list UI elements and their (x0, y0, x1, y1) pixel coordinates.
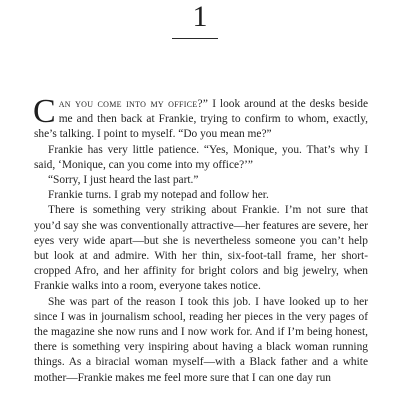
chapter-number: 1 (192, 0, 208, 33)
paragraph-1 (33, 93, 368, 143)
chapter-rule (172, 38, 218, 39)
opening-small-caps: an you come into my office?” (58, 98, 209, 110)
body-text (33, 93, 368, 386)
paragraph-6: She was part of the reason I took this job. I have looked up to her since I was in journalism school, reading her pieces in the very pages of the magazine she now runs and I now work for. And if I’m being honest, there is something very inspiring about having a black woman running things. As a biracial woman myself—with a Black father and a white mother—Frankie makes me feel more sure that I can one day run (34, 295, 368, 384)
drop-cap: C (33, 93, 56, 130)
paragraph-3: “Sorry, I just heard the last part.” (48, 174, 199, 187)
paragraph-5: There is something very striking about Frankie. I’m not sure that you’d say she was conventionally attractive—her features are severe, her eyes very wide apart—but she is nevertheless someone you can’t help but look at and admire. With her thin, six-foot-tall frame, her short-cropped Afro, and her affinity for bright colors and big jewelry, when Frankie walks into a room, everyone takes notice. (34, 204, 368, 293)
paragraph-1-text: I look around at the desks beside me and then back at Frankie, trying to confirm to whom, exactly, she’s talking. I point to myself. “Do you mean me?” (34, 98, 368, 141)
paragraph-4: Frankie turns. I grab my notepad and follow her. (48, 189, 269, 202)
paragraph-2: Frankie has very little patience. “Yes, Monique, you. That’s why I said, ‘Monique, can you come into my office?’” (34, 143, 368, 171)
